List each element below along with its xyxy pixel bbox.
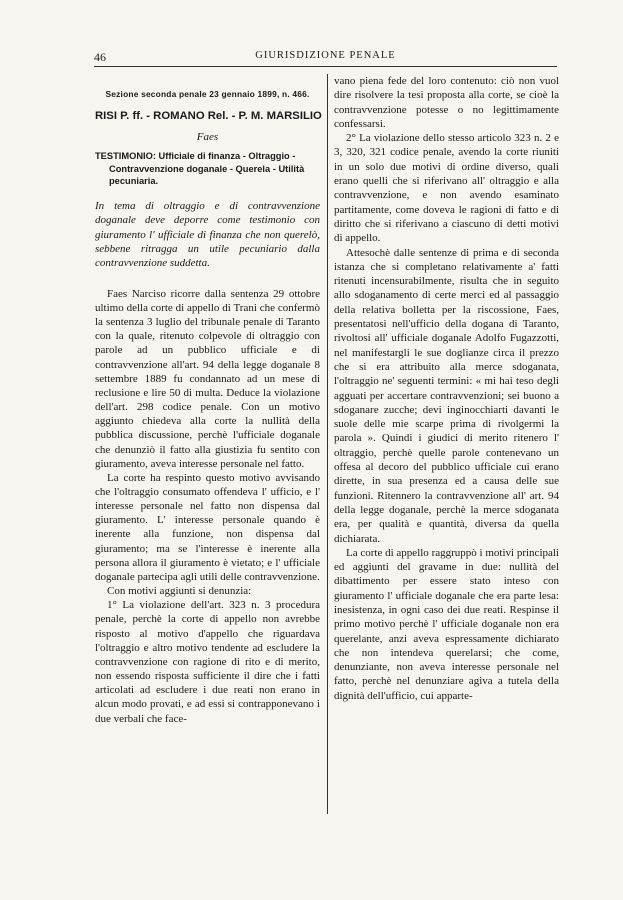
running-title: GIURISDIZIONE PENALE	[255, 50, 396, 61]
court-section: Sezione seconda penale 23 gennaio 1899, n. 466.	[105, 89, 310, 99]
running-header	[94, 44, 557, 67]
column-rule	[327, 74, 328, 814]
case-name: Faes	[196, 131, 219, 143]
paragraph: La corte ha respinto questo motivo avvisando che l'oltraggio consumato offendeva l' ufficio, e l' interesse personale nel fatto non dispensa dal giuramento. L' interesse personale quando è inerente alla funzione, non dispensa dal giuramento; ma se l'interesse è inerente alla persona allora il giuramento è vietato; e l' ufficiale doganale partecipa agli utili delle contravvenzione.	[95, 471, 320, 583]
paragraph: 1° La violazione dell'art. 323 n. 3 procedura penale, perchè la corte di appello non avrebbe risposto al motivo d'appello che riguardava l'oltraggio e altro motivo tendente ad escludere la contravvenzione con ragione di rito e di merito, non essendo risposta sufficiente il dire che i fatti articolati ad escludere i due reati non erano in alcun modo provati, e ad essi si contrapponevano i due verbali che face-	[95, 599, 320, 725]
case-parties: RISI P. ff. - ROMANO Rel. - P. M. MARSILIO	[95, 110, 322, 122]
case-massima: In tema di oltraggio e di contravvenzione doganale deve deporre come testimonio con giuramento l' ufficiale di finanza che non querelò, sebbene ritragga un utile pecuniario dalla contravvenzione suddetta.	[95, 199, 320, 270]
left-column	[95, 74, 320, 726]
paragraph: 2° La violazione dello stesso articolo 323 n. 2 e 3, 320, 321 codice penale, avendo la corte riuniti in un solo due motivi di ordine diverso, quali erano quelli che si riferivano all' oltraggio e alla contravvenzione, e non avendo esaminato partitamente, come doveva le ragioni di fatto e di diritto che si riferivano a ciascuno di detti motivi di appello.	[334, 132, 559, 245]
paragraph: La corte di appello raggruppò i motivi principali ed aggiunti del gravame in due: nullità del dibattimento per essere stato inteso con giuramento l' ufficiale doganale che era parte lesa: inesistenza, in ogni caso dei due reati. Respinse il primo motivo perchè l' ufficiale doganale non era querelante, anzi aveva espressamente dichiarato che non intendeva querelarsi; che come, denunziante, non aveva interesse personale nel fatto, perchè nel denunziare agiva a tutela della dignità dell'ufficio, cui apparte-	[334, 546, 559, 702]
case-keywords: TESTIMONIO: Ufficiale di finanza - Oltraggio - Contravvenzione doganale - Querela - Utilità pecuniaria.	[95, 151, 305, 187]
paragraph: vano piena fede del loro contenuto: ciò non vuol dire risolvere la tesi proposta alla corte, se cioè la contravvenzione potesse o no legittimamente confessarsi.	[334, 75, 559, 130]
paragraph: Attesochè dalle sentenze di prima e di seconda istanza che si completano relativamente a' fatti ritenuti incensurabilmente, risulta che in seguito allo sdoganamento di certe merci ed al passaggio della relativa bolletta per la riscossione, Faes, presentatosi nell'ufficio della dogana di Taranto, rivoltosi all' ufficiale doganale Adolfo Fugazzotti, nel manifestargli le sue doglianze circa il prezzo che si era attribuito alla merce sdoganata, l'oltraggio ne' seguenti termini: « mi hai teso degli agguati per accertare contravvenzioni; sei buono a sdoganare zucche; devi inginocchiarti davanti le suole delle mie scarpe prima di rivolgermi la parola ». Quindi i giudici di merito ritenero l' oltraggio, perchè quelle parole contenevano un offesa al decoro del pubblico ufficiale cui erano dirette, in sua presenza ed a causa delle sue funzioni. Ritennero la contravvenzione all' art. 94 della legge doganale, perchè la merce sdoganata era, per qualità e quantità, diversa da quella dichiarata.	[334, 246, 559, 545]
page-number: 46	[94, 50, 106, 64]
left-body	[95, 287, 320, 726]
paragraph: Faes Narciso ricorre dalla sentenza 29 ottobre ultimo della corte di appello di Trani che confermò la sentenza 3 luglio del tribunale penale di Taranto con la quale, ritenuto colpevole di oltraggio con parole ad un pubblico ufficiale e di contravvenzione all'art. 94 della legge doganale 8 settembre 1889 fu condannato ad un mese di reclusione e lire 50 di multa. Deduce la violazione dell'art. 298 codice penale. Con un motivo aggiunto chiedeva alla corte la nullità della pubblica discussione, perchè l'ufficiale doganale che denunziò il fatto alla giustizia fu sentito con giuramento, aveva interesse personale nel fatto.	[95, 287, 320, 470]
right-column	[334, 74, 559, 703]
paragraph: Con motivi aggiunti si denunzia:	[107, 585, 252, 598]
right-body	[334, 74, 559, 703]
